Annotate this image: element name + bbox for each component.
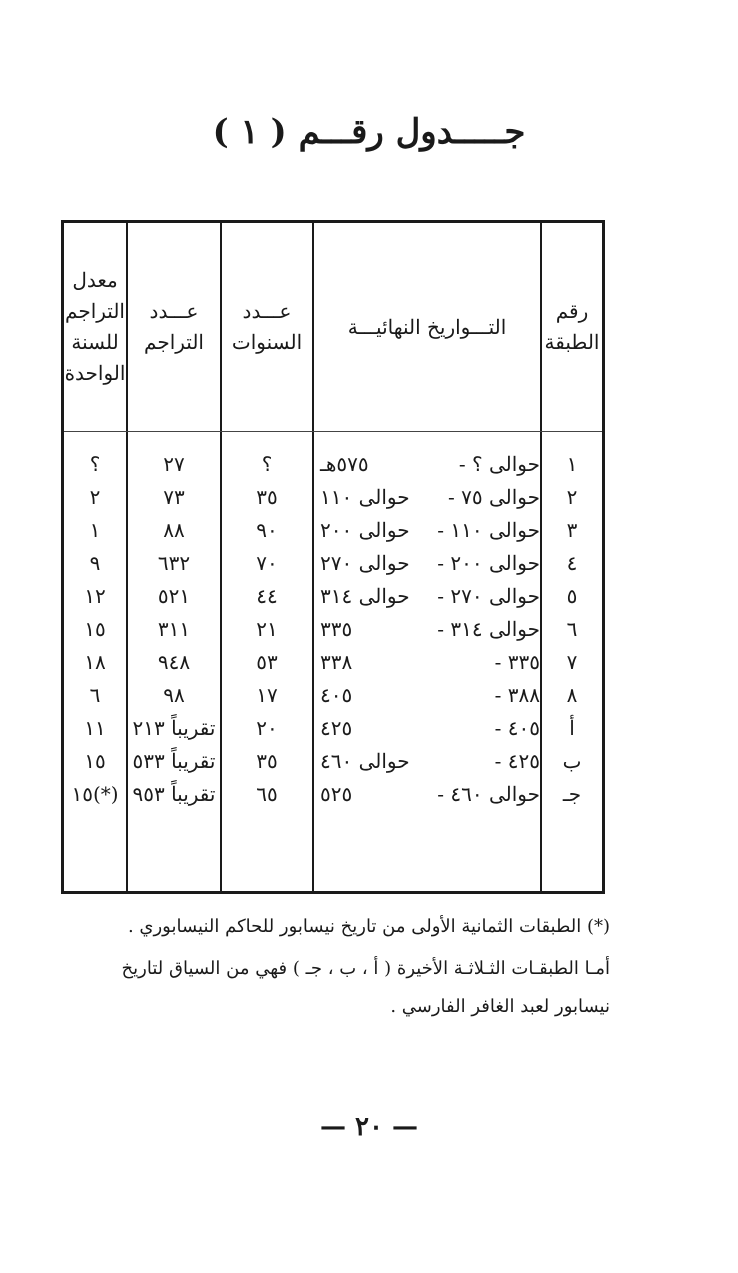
cell-class-no: ٧ — [566, 650, 578, 674]
cell-years: ٣٥ — [256, 749, 278, 773]
cell-date-to: ٥٧٥هـ — [320, 452, 369, 476]
cell-years: ٦٥ — [256, 782, 278, 806]
footnote-line: أمـا الطبقـات الثـلاثـة الأخيرة ( أ ، ب ، جـ ) فهي من السياق لتاريخ — [121, 958, 610, 979]
cell-class-no: ٤ — [566, 551, 578, 575]
cell-years: ٩٠ — [256, 518, 278, 542]
cell-date-to: حوالى ٤٦٠ — [320, 749, 410, 773]
cell-class-no: ٥ — [566, 584, 578, 608]
page-title: جـــــدول رقـــم ( ١ ) — [212, 112, 526, 152]
cell-rate: ١ — [89, 518, 101, 542]
cell-rate: ١٨ — [84, 650, 106, 674]
header-class-no: رقم الطبقة — [544, 299, 600, 354]
cell-date-from: حوالى ٢٠٠ - — [437, 551, 540, 575]
cell-date-to: ٥٢٥ — [320, 782, 353, 806]
table-row — [64, 448, 602, 481]
cell-class-no: ٢ — [566, 485, 578, 509]
cell-years: ٢١ — [256, 617, 278, 641]
cell-biographies: تقريباً ٩٥٣ — [132, 782, 216, 806]
table-row — [64, 712, 602, 745]
cell-class-no: جـ — [562, 782, 582, 806]
cell-years: ١٧ — [256, 683, 278, 707]
cell-date-to: ٣٣٥ — [320, 617, 353, 641]
cell-date-from: حوالى ٧٥ - — [448, 485, 540, 509]
cell-years: ٤٤ — [256, 584, 278, 608]
cell-date-to: ٣٣٨ — [320, 650, 353, 674]
cell-class-no: ٣ — [566, 518, 578, 542]
table-row — [64, 514, 602, 547]
cell-years: ٣٥ — [256, 485, 278, 509]
table-row — [64, 547, 602, 580]
cell-class-no: ٦ — [566, 617, 578, 641]
cell-years: ٧٠ — [256, 551, 278, 575]
cell-biographies: تقريباً ٢١٣ — [132, 716, 216, 740]
data-table — [61, 220, 605, 894]
table-row — [64, 646, 602, 679]
cell-date-to: حوالى ٢٧٠ — [320, 551, 410, 575]
cell-rate: ١٥ — [84, 749, 106, 773]
cell-biographies: ٨٨ — [163, 518, 185, 542]
header-biographies-count: عـــدد التراجم — [144, 299, 204, 354]
cell-biographies: ٩٨ — [163, 683, 185, 707]
cell-date-from: ٣٣٥ - — [494, 650, 540, 674]
cell-date-from: حوالى ١١٠ - — [437, 518, 540, 542]
cell-biographies: ٢٧ — [163, 452, 185, 476]
cell-date-from: حوالى ٤٦٠ - — [437, 782, 540, 806]
cell-date-to: حوالى ٣١٤ — [320, 584, 410, 608]
header-divider — [64, 431, 602, 432]
cell-class-no: ٨ — [566, 683, 578, 707]
footnote-source: (*) الطبقات الثمانية الأولى من تاريخ نيسابور للحاكم النيسابوري . — [127, 916, 610, 937]
page-number: — ٢٠ — — [319, 1112, 419, 1142]
cell-biographies: ٥٢١ — [157, 584, 191, 608]
table-row — [64, 481, 602, 514]
cell-rate: (*)١٥ — [71, 782, 119, 806]
table-row — [64, 580, 602, 613]
cell-biographies: تقريباً ٥٣٣ — [132, 749, 216, 773]
cell-class-no: ١ — [566, 452, 578, 476]
cell-date-from: ٤٢٥ - — [494, 749, 540, 773]
footnote-line: نيسابور لعبد الغافر الفارسي . — [390, 996, 610, 1017]
cell-rate: ٩ — [89, 551, 101, 575]
table-row — [64, 745, 602, 778]
cell-years: ٥٣ — [256, 650, 278, 674]
cell-date-from: حوالى ٢٧٠ - — [437, 584, 540, 608]
cell-biographies: ٦٣٢ — [157, 551, 191, 575]
cell-biographies: ٣١١ — [157, 617, 191, 641]
cell-years: ؟ — [261, 452, 273, 476]
table-row — [64, 613, 602, 646]
cell-years: ٢٠ — [256, 716, 278, 740]
header-final-dates: التـــواريخ النهائيـــة — [347, 314, 507, 339]
header-yearly-rate: معدل التراجم للسنة الواحدة — [64, 268, 126, 385]
cell-rate: ؟ — [89, 452, 101, 476]
cell-rate: ٦ — [89, 683, 101, 707]
cell-rate: ١١ — [84, 716, 106, 740]
cell-date-from: ٣٨٨ - — [494, 683, 540, 707]
cell-date-to: ٤٠٥ — [320, 683, 353, 707]
cell-date-to: ٤٢٥ — [320, 716, 353, 740]
table-row — [64, 778, 602, 811]
cell-class-no: ب — [562, 749, 582, 773]
cell-biographies: ٧٣ — [163, 485, 185, 509]
cell-date-from: ٤٠٥ - — [494, 716, 540, 740]
cell-biographies: ٩٤٨ — [157, 650, 191, 674]
header-years-count: عـــدد السنوات — [231, 299, 303, 354]
cell-date-from: حوالى ؟ - — [458, 452, 540, 476]
cell-rate: ١٥ — [84, 617, 106, 641]
cell-date-to: حوالى ٢٠٠ — [320, 518, 410, 542]
cell-rate: ٢ — [89, 485, 101, 509]
cell-date-from: حوالى ٣١٤ - — [437, 617, 540, 641]
cell-class-no: أ — [569, 716, 575, 740]
cell-date-to: حوالى ١١٠ — [320, 485, 410, 509]
table-row — [64, 679, 602, 712]
cell-rate: ١٢ — [84, 584, 106, 608]
